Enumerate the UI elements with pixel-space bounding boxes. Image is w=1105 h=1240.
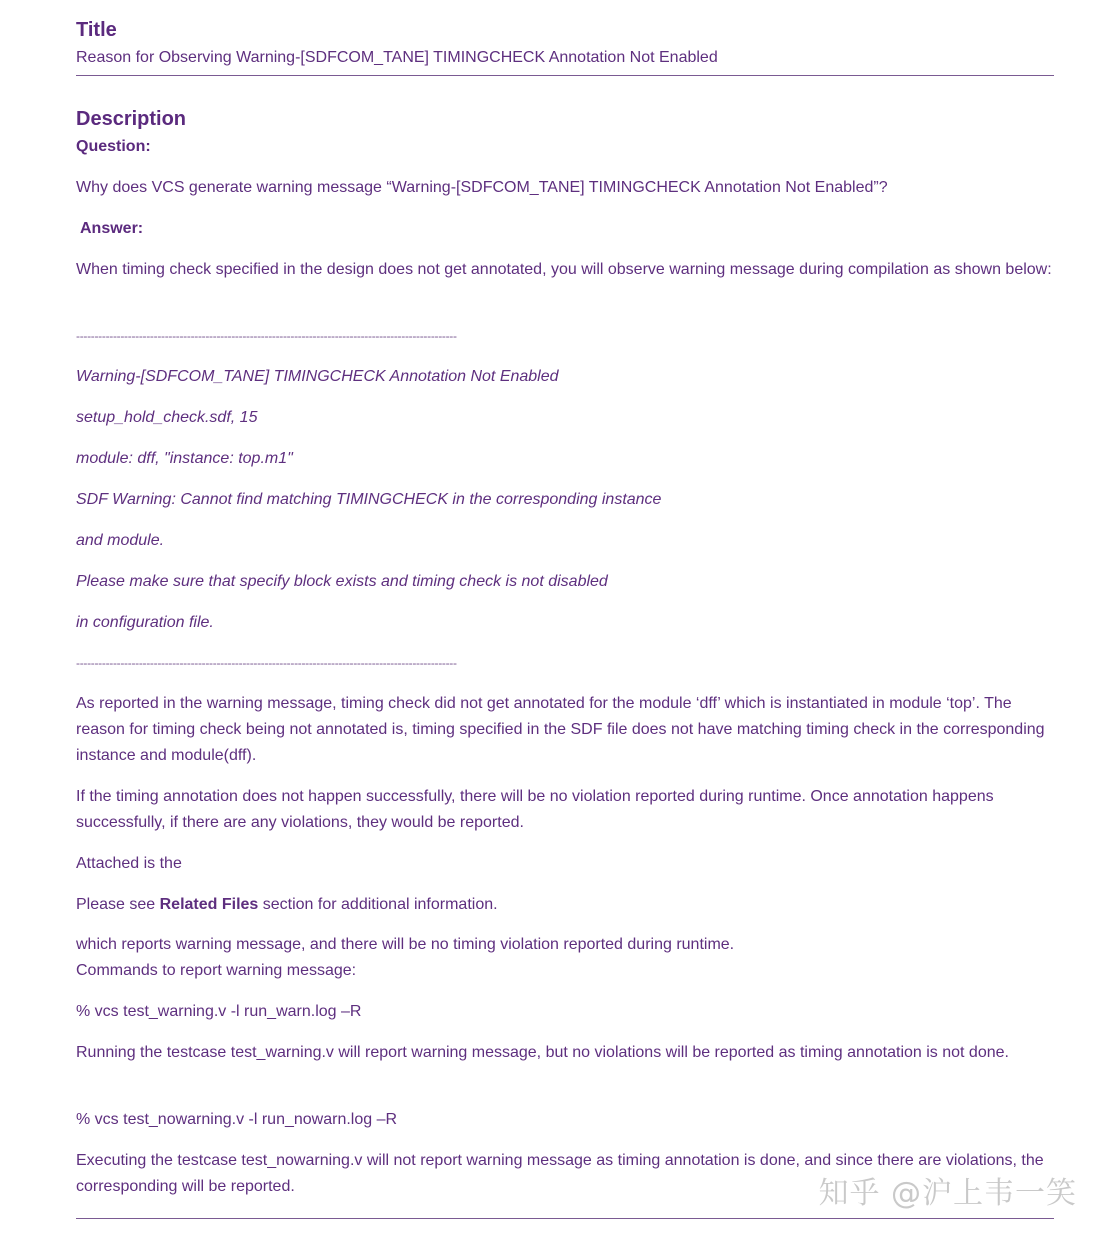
log-line: setup_hold_check.sdf, 15 — [76, 409, 258, 426]
related-files-sentence — [76, 892, 498, 918]
which-reports-text: which reports warning message, and there will be no timing violation reported during runtime. — [76, 936, 735, 953]
log-separator-top: ------------------------------------------------------------------------------------------------------- — [76, 329, 457, 343]
log-line: module: dff, "instance: top.m1" — [76, 450, 293, 467]
related-files-link[interactable]: Related Files — [159, 896, 259, 913]
watermark: 知乎 @沪上韦一笑 — [818, 1176, 1077, 1211]
title-divider — [76, 75, 1054, 76]
running-paragraph: Running the testcase test_warning.v will report warning message, but no violations will be reported as timing annotation is not done. — [76, 1044, 1009, 1061]
related-files-suffix: section for additional information. — [258, 896, 498, 913]
log-line: Warning-[SDFCOM_TANE] TIMINGCHECK Annotation Not Enabled — [76, 368, 559, 385]
executing-paragraph: Executing the testcase test_nowarning.v will not report warning message as timing annotation is done, and since there are violations, the corresponding will be reported. — [76, 1152, 1044, 1195]
log-separator-bottom: ------------------------------------------------------------------------------------------------------- — [76, 656, 457, 670]
description-heading: Description — [76, 108, 187, 130]
answer-intro: When timing check specified in the design does not get annotated, you will observe warning message during compilation as shown below: — [76, 261, 1052, 278]
log-line: SDF Warning: Cannot find matching TIMINGCHECK in the corresponding instance — [76, 491, 662, 508]
related-files-prefix: Please see — [76, 896, 160, 913]
annotation-paragraph: If the timing annotation does not happen successfully, there will be no violation reported during runtime. Once annotation happens successfully, if there are any violations, they would be reported. — [76, 788, 994, 831]
title-heading: Title — [76, 19, 117, 41]
attached-text: Attached is the — [76, 855, 182, 872]
question-text: Why does VCS generate warning message “Warning-[SDFCOM_TANE] TIMINGCHECK Annotation Not Enabled”? — [76, 179, 888, 196]
command-nowarning: % vcs test_nowarning.v -l run_nowarn.log –R — [76, 1111, 398, 1128]
reported-paragraph: As reported in the warning message, timing check did not get annotated for the module ‘dff’ which is instantiated in module ‘top’. The reason for timing check being not annotated is, timing specified in the SDF file does not have matching timing check in the corresponding instance and module(dff). — [76, 695, 1045, 764]
log-line: and module. — [76, 532, 165, 549]
commands-label: Commands to report warning message: — [76, 962, 357, 979]
document-title: Reason for Observing Warning-[SDFCOM_TANE] TIMINGCHECK Annotation Not Enabled — [76, 49, 718, 66]
question-label: Question: — [76, 138, 151, 155]
command-warning: % vcs test_warning.v -l run_warn.log –R — [76, 1003, 362, 1020]
bottom-divider — [76, 1218, 1054, 1219]
answer-label: Answer: — [80, 220, 144, 237]
log-line: in configuration file. — [76, 614, 214, 631]
log-line: Please make sure that specify block exists and timing check is not disabled — [76, 573, 608, 590]
